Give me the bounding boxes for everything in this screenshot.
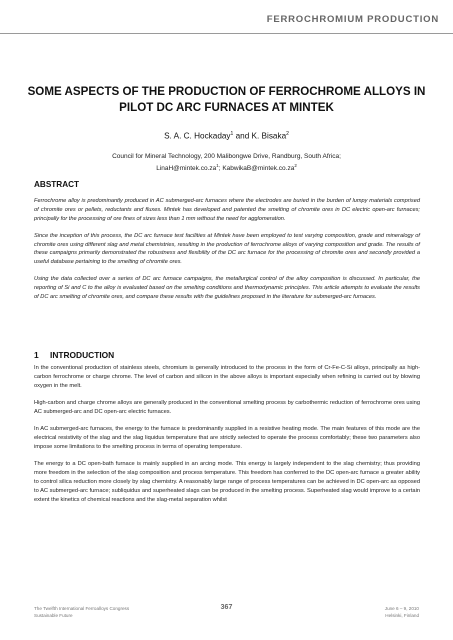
footer-location: Helsinki, Finland — [385, 612, 419, 618]
body-paragraph: High-carbon and charge chrome alloys are generally produced in the conventional smelting process by carbothermic reduction of ferrochrome ores using AC submerged-arc and DC open-arc electric furnaces. — [34, 400, 420, 416]
footer-event — [385, 606, 419, 619]
page-number: 367 — [220, 604, 233, 611]
introduction-heading — [34, 350, 114, 360]
footer-conference-theme: Sustainable Future — [34, 612, 73, 618]
author-1-mark: 1 — [230, 131, 234, 137]
author-2-mark: 2 — [286, 131, 289, 137]
affiliation-address: Council for Mineral Technology, 200 Malibongwe Drive, Randburg, South Africa; — [112, 153, 341, 160]
paper-title: SOME ASPECTS OF THE PRODUCTION OF FERROCHROME ALLOYS IN PILOT DC ARC FURNACES AT MINTEK — [27, 85, 426, 114]
abstract-paragraph: Using the data collected over a series of DC arc furnace campaigns, the metallurgical control of the alloy composition is discussed. In particular, the reporting of Si and C to the alloy is evaluated based on the smelting conditions and thermodynamic principles. This article attempts to evaluate the results of DC arc smelting of chromite ores, and compare these results with the guidelines proposed in the literature for submerged-arc furnaces. — [34, 276, 420, 300]
author-1: S. A. C. Hockaday — [164, 131, 231, 141]
email-separator: ; — [218, 165, 223, 173]
footer-conference-name: The Twelfth International Ferroalloys Congress — [34, 606, 130, 611]
running-header — [0, 0, 453, 46]
page-footer — [0, 600, 453, 640]
email-2[interactable]: KabwikaB@mintek.co.za — [222, 165, 295, 173]
body-paragraph: In the conventional production of stainless steels, chromium is generally introduced to the process in the form of Cr-Fe-C-Si alloys, principally as high-carbon ferrochrome or charge chrome. The level of carbon and silicon in the above alloys is important especially when refining is carried out by blowing oxygen in the melt. — [34, 365, 420, 389]
affiliation — [20, 152, 433, 173]
body-paragraph: The energy to a DC open-bath furnace is mainly supplied in an arcing mode. This energy is largely independent to the slag chemistry; thus providing more freedom in the selection of the slag composition and process temperature. This freedom has conferred to the DC open-arc furnace a greater ability to control silica reduction more closely by slag chemistry. A reasonably large range of process temperatures can be achieved in DC open-arc as opposed to AC submerged-arc furnace; subliquidus and superheated slags can be produced in the smelting process. Superheated slag would improve to a certain extent the kinetics of chemical reactions and the slag-metal separation whilst — [34, 461, 420, 504]
email-1[interactable]: LinaH@mintek.co.za — [156, 165, 217, 173]
header-rule — [0, 33, 453, 34]
abstract-paragraph: Since the inception of this process, the DC arc furnace test facilities at Mintek have been employed to test varying composition, grade and mineralogy of chromite ores using different slag and metal chemistries, resulting in the production of ferrochrome alloys of varying composition and grade. The results of these campaigns primarily demonstrated the robustness and flexibility of the DC arc furnace for the processing of chromite ores and secondly provided a useful database pertaining to the smelting of chromite ores. — [34, 232, 420, 266]
section-title: INTRODUCTION — [50, 350, 115, 360]
section-label: FERROCHROMIUM PRODUCTION — [266, 14, 439, 25]
abstract-heading: ABSTRACT — [34, 180, 80, 189]
introduction-body — [34, 364, 420, 513]
footer-dates: June 6 – 9, 2010 — [384, 606, 419, 611]
body-paragraph: In AC submerged-arc furnaces, the energy to the furnace is predominantly supplied in a resistive heating mode. The main features of this mode are the electrical resistivity of the slag and the slag liquidus temperature that are strictly selected to operate the process comfortably; these two parameters also impose some limitations to the smelting process in terms of operating temperature. — [34, 426, 420, 451]
abstract-body — [34, 197, 420, 310]
author-line — [20, 131, 433, 141]
affiliation-emails — [20, 161, 433, 173]
email-1-mark: 1 — [216, 163, 219, 168]
abstract-paragraph: Ferrochrome alloy is predominantly produced in AC submerged-arc furnaces where the electrodes are buried in the burden of lumpy materials comprised of chromite ores or pellets, reductants and fluxes. Mintek has developed and patented the smelting of chromite ores in DC electric open-arc furnaces; principally for the processing of ore fines of sizes less than 1 mm without the need for agglomeration. — [34, 198, 420, 222]
author-joiner: and — [233, 131, 252, 141]
email-2-mark: 2 — [294, 163, 297, 168]
author-2: K. Bisaka — [251, 131, 287, 141]
section-number: 1 — [34, 350, 39, 360]
